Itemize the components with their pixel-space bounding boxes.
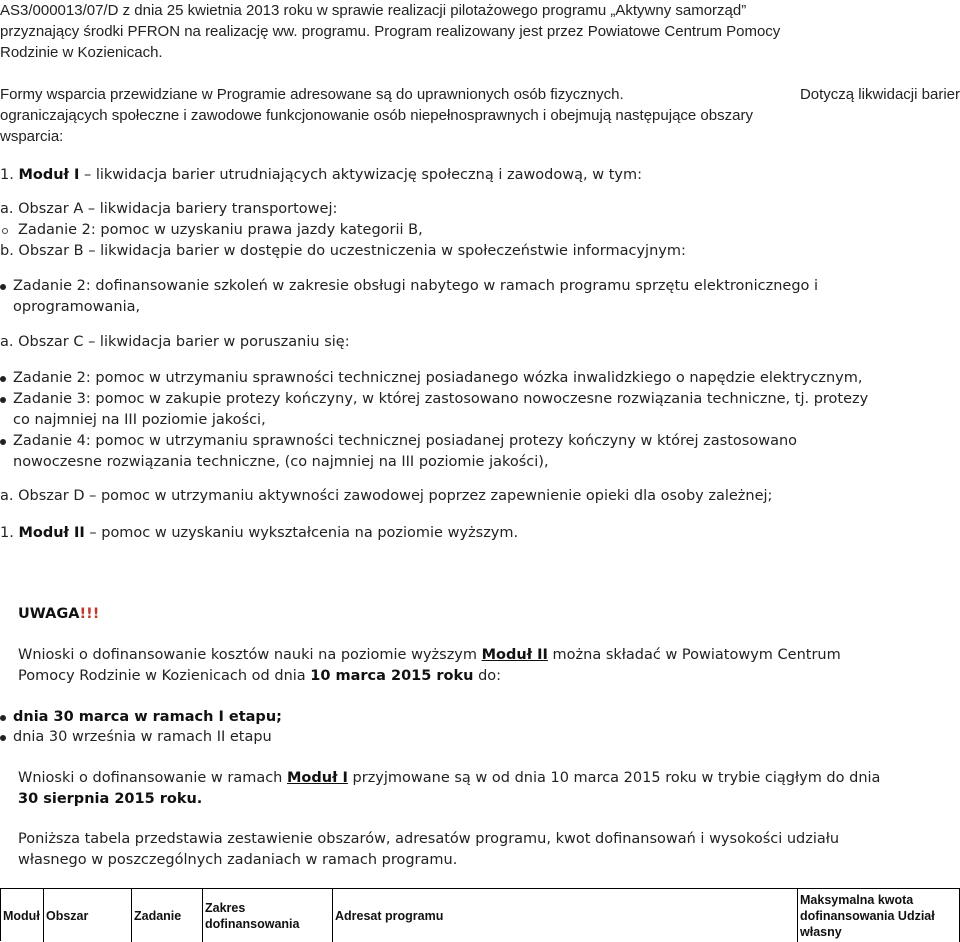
area-b-label: b. Obszar B – likwidacja barier w dostępie do uczestniczenia w społeczeństwie informacyjnym:	[0, 243, 686, 259]
notice-1-line-2	[18, 666, 960, 687]
deadline-1: dnia 30 marca w ramach I etapu;	[13, 709, 282, 725]
area-a-task: Zadanie 2: pomoc w uzyskaniu prawa jazdy kategorii B,	[18, 222, 423, 238]
table-header-area: Obszar	[44, 889, 132, 942]
area-a-label: a. Obszar A – likwidacja bariery transportowej:	[0, 201, 338, 217]
area-c-task-4-line-1: Zadanie 4: pomoc w utrzymaniu sprawności technicznej posiadanej protezy kończyny w której zastosowano	[13, 433, 798, 449]
warning-word: UWAGA	[18, 606, 80, 622]
notice-2-line-1	[18, 768, 959, 789]
bullet-icon	[0, 397, 6, 403]
module-1-number: 1.	[0, 167, 14, 183]
deadline-2: dnia 30 września w ramach II etapu	[13, 729, 272, 745]
intro-line-3: Rodzinie w Kozienicach.	[0, 44, 163, 61]
notice-1-text-1: Wnioski o dofinansowanie kosztów nauki na poziomie wyższym	[18, 647, 478, 663]
intro-paragraph	[0, 0, 960, 63]
area-c-task-4-item	[0, 431, 960, 473]
area-b-task-item	[0, 276, 960, 318]
intro-line-1: AS3/000013/07/D z dnia 25 kwietnia 2013 roku w sprawie realizacji pilotażowego programu „Aktywny samorząd”	[0, 2, 747, 19]
module-2-text: – pomoc w uzyskaniu wykształcenia na poziomie wyższym.	[89, 525, 519, 541]
area-c-task-4-line-2: nowoczesne rozwiązania techniczne, (co najmniej na III poziomie jakości),	[13, 454, 549, 470]
module-1-text: – likwidacja barier utrudniających aktywizację społeczną i zawodową, w tym:	[83, 167, 642, 183]
table-header-addressee: Adresat programu	[333, 889, 798, 942]
area-c-task-2: Zadanie 2: pomoc w utrzymaniu sprawności technicznej posiadanego wózka inwalidzkiego o napędzie elektrycznym,	[13, 370, 863, 386]
notice-1-date: 10 marca 2015 roku	[310, 668, 474, 684]
notice-1-text-2: można składać w Powiatowym Centrum	[552, 647, 841, 663]
table-header-task: Zadanie	[132, 889, 203, 942]
bullet-icon	[0, 715, 6, 721]
table-header-module: Moduł	[1, 889, 44, 942]
area-c-label: a. Obszar C – likwidacja barier w poruszaniu się:	[0, 334, 350, 350]
area-b-task-line-2: oprogramowania,	[13, 299, 141, 315]
module-1-name: Moduł I	[18, 167, 80, 183]
notice-1-module: Moduł II	[481, 647, 548, 663]
warning-heading	[18, 604, 960, 625]
table-header-max-amount: Maksymalna kwota dofinansowania Udział własny	[798, 889, 960, 942]
notice-1-line-1	[18, 645, 959, 666]
concern-line-3: wsparcia:	[0, 128, 64, 145]
concern-line-2: ograniczających społeczne i zawodowe funkcjonowanie osób niepełnosprawnych i obejmują następujące obszary	[0, 107, 753, 124]
summary-table	[0, 888, 960, 941]
summary-line-2: własnego w poszczególnych zadaniach w ramach programu.	[18, 852, 458, 868]
area-c-task-3-item	[0, 389, 960, 431]
notice-1-text-3: Pomocy Rodzinie w Kozienicach od dnia	[18, 668, 306, 684]
notice-2-text-1: Wnioski o dofinansowanie w ramach	[18, 770, 283, 786]
table-header-scope: Zakres dofinansowania	[203, 889, 333, 942]
notice-2-date: 30 sierpnia 2015 roku.	[18, 791, 203, 807]
bullet-icon	[0, 376, 6, 382]
area-b-task-line-1: Zadanie 2: dofinansowanie szkoleń w zakresie obsługi nabytego w ramach programu sprzętu elektronicznego i	[13, 278, 819, 294]
notice-2-text-2: przyjmowane są w od dnia 10 marca 2015 roku w trybie ciągłym do dnia	[352, 770, 881, 786]
circle-bullet-icon	[2, 228, 8, 234]
deadline-1-item	[0, 707, 960, 728]
bullet-icon	[0, 735, 6, 741]
module-1-line	[0, 165, 960, 186]
notice-1-text-4: do:	[478, 668, 502, 684]
bullet-icon	[0, 284, 6, 290]
intro-line-2: przyznający środki PFRON na realizację ww. programu. Program realizowany jest przez Powiatowe Centrum Pomocy	[0, 23, 781, 40]
deadline-2-item	[0, 727, 960, 748]
concern-line-1: Dotyczą likwidacji barier	[799, 86, 960, 103]
module-2-name: Moduł II	[18, 525, 85, 541]
module-2-number: 1.	[0, 525, 14, 541]
notice-2-module: Moduł I	[287, 770, 348, 786]
warning-marks: !!!	[79, 606, 100, 622]
area-c-task-2-item	[0, 368, 960, 389]
forms-paragraph: Formy wsparcia przewidziane w Programie adresowane są do uprawnionych osób fizycznych.	[0, 86, 624, 103]
module-2-line	[0, 523, 960, 544]
area-c-task-3-line-1: Zadanie 3: pomoc w zakupie protezy kończyny, w której zastosowano nowoczesne rozwiązania techniczne, tj. protezy	[13, 391, 869, 407]
summary-line-1: Poniższa tabela przedstawia zestawienie obszarów, adresatów programu, kwot dofinansowań i wysokości udziału	[18, 831, 840, 847]
area-c-task-3-line-2: co najmniej na III poziomie jakości,	[13, 412, 266, 428]
bullet-icon	[0, 439, 6, 445]
area-d-label: a. Obszar D – pomoc w utrzymaniu aktywności zawodowej poprzez zapewnienie opieki dla osoby zależnej;	[0, 488, 773, 504]
